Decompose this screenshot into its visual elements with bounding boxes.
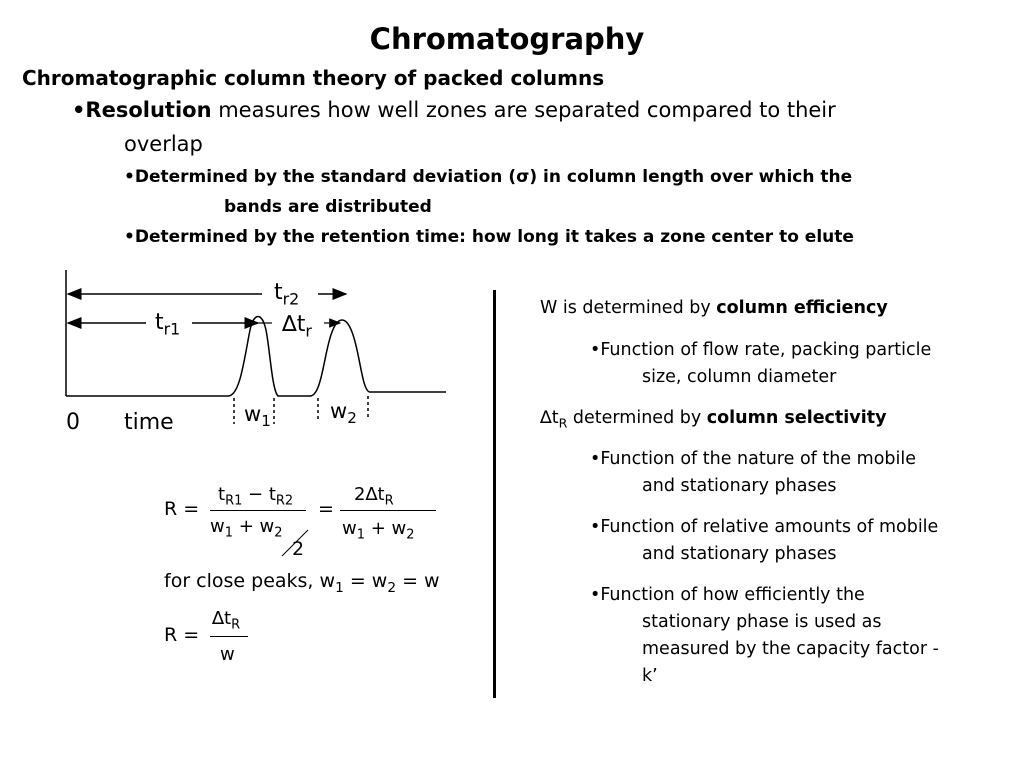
w-efficiency-line: W is determined by column efficiency — [540, 298, 888, 318]
resolution-keyword: •Resolution — [72, 98, 212, 122]
eq1-fraction-bar — [210, 510, 306, 511]
tr1-label: $t_{r1}$ — [155, 310, 181, 339]
f2-line2: and stationary phases — [642, 476, 837, 496]
sub-bullet-retention: •Determined by the retention time: how long it takes a zone center to elute — [124, 227, 854, 247]
eq2-denominator: w — [220, 644, 235, 665]
delta-tr-label: $\Delta t_r$ — [282, 312, 312, 341]
f2-line1: •Function of the nature of the mobile — [590, 449, 917, 469]
chromatogram-diagram — [0, 0, 500, 440]
f4-line2: stationary phase is used as — [642, 612, 882, 632]
eq2-R: R = — [164, 624, 200, 646]
time-axis-label: time — [124, 410, 174, 435]
dt-selectivity-line: $\Delta t_R$ determined by column selectivity — [540, 408, 887, 431]
tr2-label: $t_{r2}$ — [274, 280, 300, 309]
close-peaks-line: for close peaks, $w_1 = w_2 = w$ — [164, 570, 440, 596]
origin-zero-label: 0 — [66, 410, 80, 435]
eq1-denominator-2: 2 — [292, 538, 305, 560]
eq1-R: R = — [164, 498, 200, 520]
bullet-resolution-cont: overlap — [124, 132, 203, 156]
eq1-equals: = — [318, 498, 334, 520]
chromatogram-trace — [66, 317, 446, 397]
eq1-rhs-denominator: $w_1 + w_2$ — [342, 518, 415, 543]
w2-label: $w_2$ — [330, 399, 357, 428]
f4-line1: •Function of how efficiently the — [590, 585, 865, 605]
eq1-numerator: $t_{R1} - t_{R2}$ — [218, 484, 294, 509]
f3-line2: and stationary phases — [642, 544, 837, 564]
slide-title: Chromatography — [369, 22, 645, 56]
vertical-divider — [493, 290, 496, 698]
eq1-denominator: $w_1 + w_2$ — [210, 516, 283, 541]
eq1-rhs-fraction-bar — [340, 510, 436, 511]
resolution-text: measures how well zones are separated compared to their — [211, 98, 836, 122]
eq1-rhs-numerator: $2\Delta t_R$ — [354, 484, 394, 509]
w1-label: $w_1$ — [244, 402, 271, 431]
f3-line1: •Function of relative amounts of mobile — [590, 517, 939, 537]
eq2-numerator: $\Delta t_R$ — [212, 608, 241, 633]
f4-line3: measured by the capacity factor - — [642, 639, 939, 659]
eq2-fraction-bar — [210, 636, 248, 637]
f4-line4: k’ — [642, 666, 658, 686]
sub-bullet-sigma-line1: •Determined by the standard deviation (σ) in column length over which the — [124, 167, 853, 187]
f1-line2: size, column diameter — [642, 367, 837, 387]
f1-line1: •Function of flow rate, packing particle — [590, 340, 932, 360]
slide-subtitle: Chromatographic column theory of packed columns — [22, 66, 605, 90]
sub-bullet-sigma-line2: bands are distributed — [224, 197, 432, 217]
